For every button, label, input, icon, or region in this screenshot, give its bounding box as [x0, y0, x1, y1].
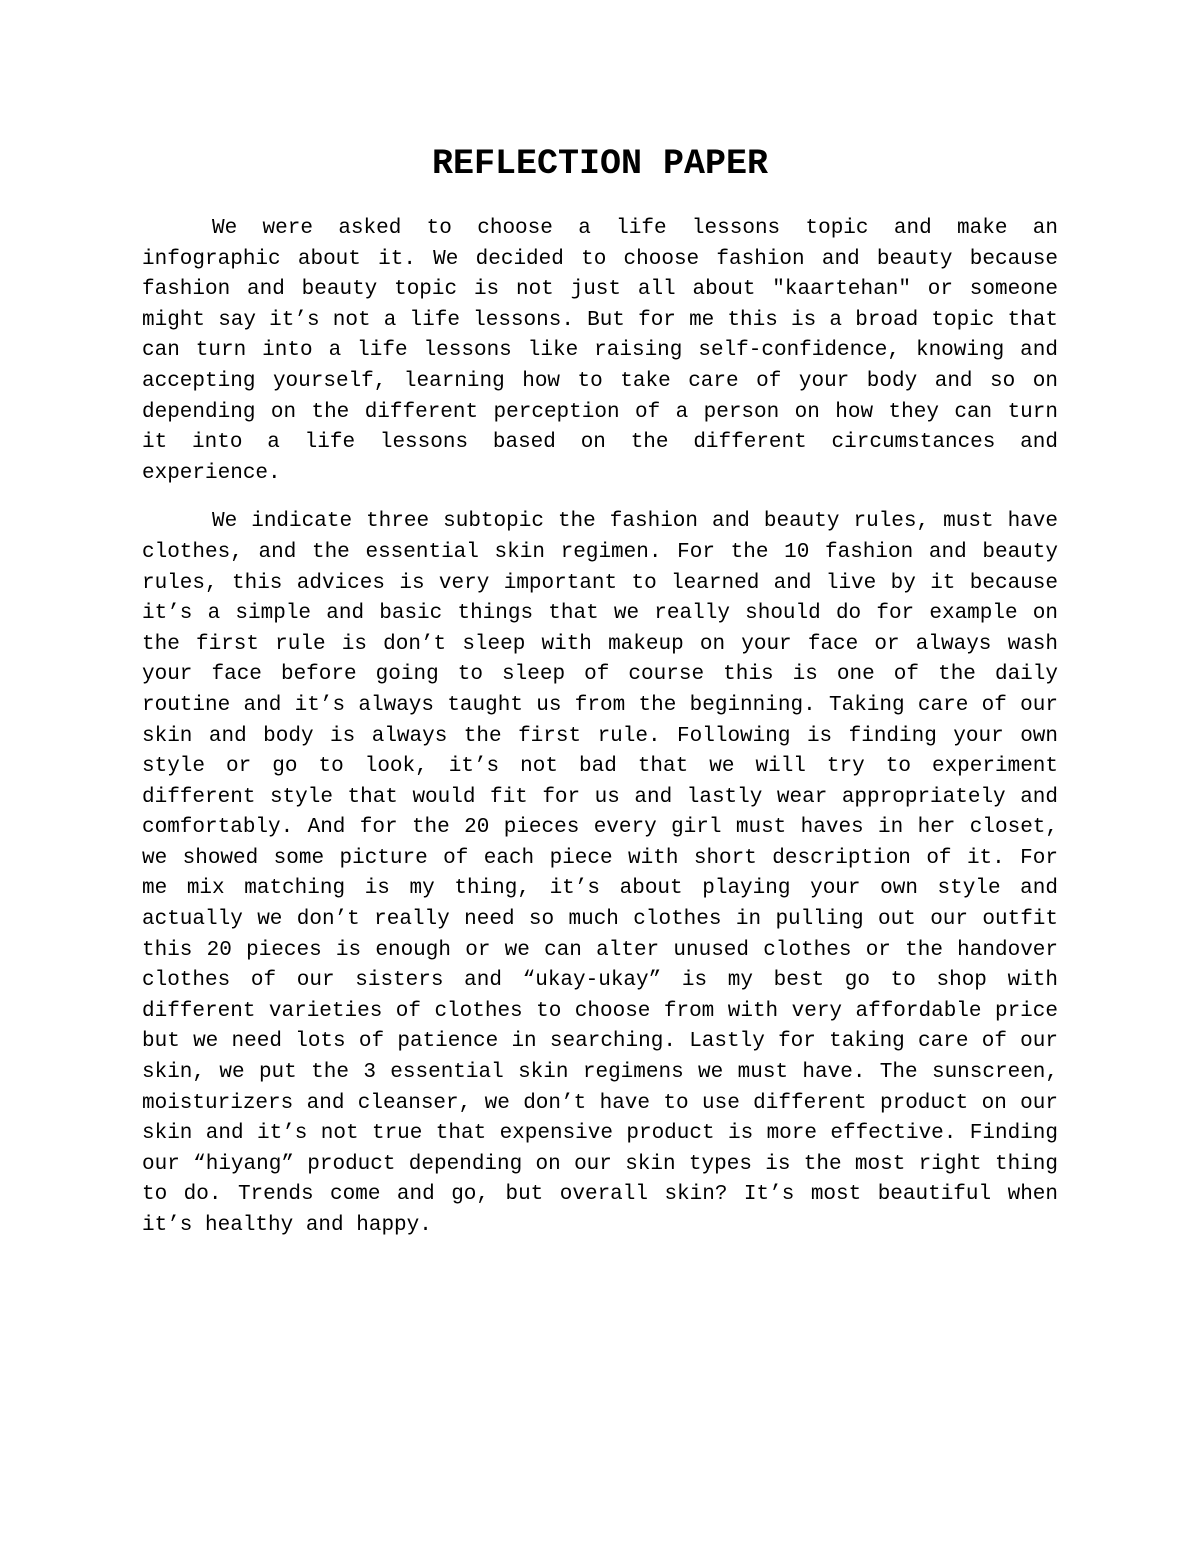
page-title: REFLECTION PAPER [431, 144, 769, 184]
document-body [142, 214, 1058, 1242]
paragraph-2: We indicate three subtopic the fashion and beauty rules, must have clothes, and the essential skin regimen. For the 10 fashion and beauty rules, this advices is very important to learned and live by it because it’s a simple and basic things that we really should do for example on the first rule is don’t sleep with makeup on your face or always wash your face before going to sleep of course this is one of the daily routine and it’s always taught us from the beginning. Taking care of our skin and body is always the first rule. Following is finding your own style or go to look, it’s not bad that we will try to experiment different style that would fit for us and lastly wear appropriately and comfortably. And for the 20 pieces every girl must haves in her closet, we showed some picture of each piece with short description of it. For me mix matching is my thing, it’s about playing your own style and actually we don’t really need so much clothes in pulling out our outfit this 20 pieces is enough or we can alter unused clothes or the handover clothes of our sisters and “ukay-ukay” is my best go to shop with different varieties of clothes to choose from with very affordable price but we need lots of patience in searching. Lastly for taking care of our skin, we put the 3 essential skin regimens we must have. The sunscreen, moisturizers and cleanser, we don’t have to use different product on our skin and it’s not true that expensive product is more effective. Finding our “hiyang” product depending on our skin types is the most right thing to do. Trends come and go, but overall skin? It’s most beautiful when it’s healthy and happy. [142, 510, 1058, 1237]
paragraph-1: We were asked to choose a life lessons topic and make an infographic about it. We decided to choose fashion and beauty because fashion and beauty topic is not just all about "kaartehan" or someone might say it’s not a life lessons. But for me this is a broad topic that can turn into a life lessons like raising self-confidence, knowing and accepting yourself, learning how to take care of your body and so on depending on the different perception of a person on how they can turn it into a life lessons based on the different circumstances and experience. [142, 217, 1058, 485]
